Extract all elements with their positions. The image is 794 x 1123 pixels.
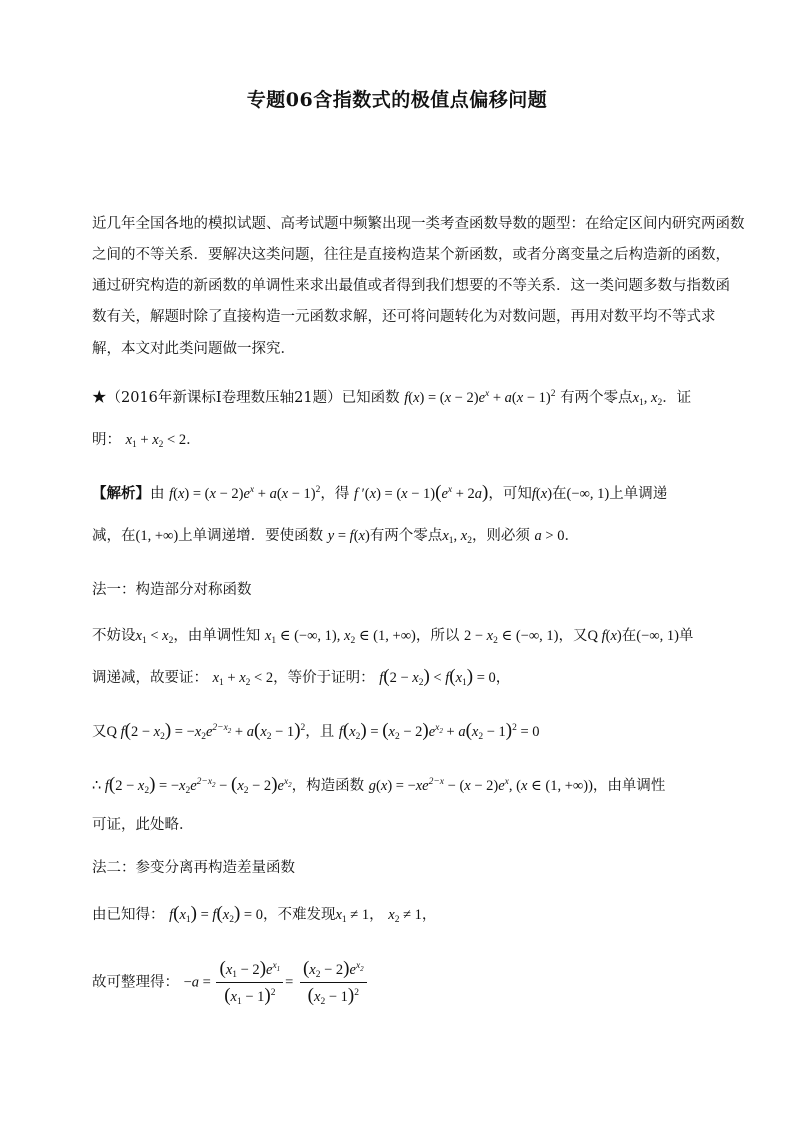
method1-heading: 法一：构造部分对称函数 [92, 582, 252, 598]
analysis-label: 【解析】 [92, 485, 150, 502]
fraction-x2: $\frac{(x_2 - 2)e^{x_2}}{(x_2 - 1)^2}$ [300, 958, 367, 1007]
intro-line-5: 解，本文对此类问题做一探究． [92, 341, 295, 357]
analysis-text: 由 [150, 486, 165, 502]
analysis-text: 减，在 [92, 528, 136, 544]
fraction-x1: $\frac{(x_1 - 2)e^{x_1}}{(x_1 - 1)^2}$ [216, 958, 283, 1007]
problem-text: 已知函数 [341, 390, 400, 406]
formula-f-def: f [404, 390, 409, 406]
problem-source: （2016年新课标I卷理数压轴21题） [106, 390, 342, 406]
analysis-text: ，可知 [488, 486, 532, 502]
analysis-line-2: 减，在(1, +∞)上单调递增．要使函数 y = f(x)有两个零点$x_1$, $x_2$，则必须 a > 0． [92, 528, 579, 546]
method1-text: ，构造函数 [291, 778, 365, 794]
analysis-text: 在 [552, 486, 567, 502]
method1-line-2: 调递减，故要证： $x_1 + x_2 < 2$，等价于证明： $f(2 - x_2) < f(x_1) = 0$， [92, 666, 511, 688]
analysis-text: ，则必须 [471, 528, 530, 544]
method1-text: ，等价于证明： [273, 670, 375, 686]
method1-text: 在 [621, 628, 637, 644]
intro-line-3: 通过研究构造的新函数的单调性来求出最值或者得到我们想要的不等关系．这一类问题多数与指数函 [92, 278, 730, 294]
analysis-text: 有两个零点 [369, 528, 443, 544]
method1-line-1: 不妨设$x_1 < x_2$，由单调性知 $x_1$ ∈ (−∞, 1), $x_2$ ∈ (1, +∞)，所以 $2 - x_2$ ∈ (−∞, 1)，又Q f(x)在(−∞, 1)单 [92, 628, 694, 646]
method1-text: ，由单调性 [592, 778, 666, 794]
method1-text: ，由单调性知 [173, 628, 261, 644]
intro-line-4: 数有关，解题时除了直接构造一元函数求解，还可将问题转化为对数问题，再用对数平均不等式求 [92, 309, 716, 325]
analysis-text: 上单调递增．要使函数 [178, 528, 324, 544]
method1-line-5: 可证，此处略． [92, 817, 194, 833]
method1-line-4: ∴ $f(2 - x_2) = -x_2e^{2-x_2} - (x_2 - 2)e^{x_2}$，构造函数 $g(x) = -xe^{2-x} - (x - 2)e^x$, (x ∈ (1, +∞))，由单调性 [92, 774, 666, 796]
analysis-text: ，得 [320, 486, 350, 502]
analysis-text: ． [564, 528, 579, 544]
method2-line-1: 由已知得： $f(x_1) = f(x_2) = 0$，不难发现$x_1 \ne 1$， $x_2 \ne 1$， [92, 903, 437, 925]
method2-text: 由已知得： [92, 907, 165, 923]
intro-line-2: 之间的不等关系．要解决这类问题，往往是直接构造某个新函数，或者分离变量之后构造新的函数， [92, 247, 730, 263]
method2-line-2: 故可整理得： −a = $\frac{(x_1 - 2)e^{x_1}}{(x_1 - 1)^2}$ = $\frac{(x_2 - 2)e^{x_2}}{(x_2 - 1)^2}$ [92, 958, 369, 1007]
method1-text: 又 [92, 724, 107, 740]
method2-text: 故可整理得： [92, 974, 179, 991]
page-title: 专题06含指数式的极值点偏移问题 [246, 89, 548, 111]
problem-text: ．证 [662, 390, 692, 406]
method1-line-3: 又Q $f(2 - x_2) = -x_2e^{2-x_2} + a(x_2 - 1)^2$，且 $f(x_2) = (x_2 - 2)e^{x_2} + a(x_2 - 1)^2 = 0$ [92, 720, 540, 742]
intro-line-1: 近几年全国各地的模拟试题、高考试题中频繁出现一类考查函数导数的题型：在给定区间内研究两函数 [92, 216, 745, 232]
method1-text: ，且 [305, 724, 335, 740]
star-icon: ★ [92, 390, 107, 406]
method1-text: 调递减，故要证： [92, 670, 208, 686]
problem-text: ． [186, 432, 201, 448]
method2-text: ， [369, 907, 384, 923]
method1-text: ，所以 [415, 628, 460, 644]
method2-heading: 法二：参变分离再构造差量函数 [92, 860, 295, 876]
problem-text: 明： [92, 432, 121, 448]
method1-text: 单 [678, 628, 694, 644]
method1-text: 不妨设 [92, 628, 136, 644]
analysis-text: 上单调递 [609, 486, 668, 502]
method2-text: ，不难发现 [262, 907, 336, 923]
method1-text: ，又 [558, 628, 588, 644]
analysis-line-1: 【解析】由 $f(x) = (x - 2)e^x + a(x - 1)^2$，得 f $'(x) = (x - 1)(e^x + 2a)$，可知f(x)在(−∞, 1)上单调递 [92, 482, 668, 503]
problem-line-2: 明： $x_1 + x_2 < 2$． [92, 432, 201, 450]
method2-text: ， [421, 907, 437, 923]
problem-line-1: ★（2016年新课标I卷理数压轴21题）已知函数 $f(x) = (x - 2)e^x + a(x - 1)^2$ 有两个零点$x_1$, $x_2$．证 [92, 389, 692, 408]
problem-text: 有两个零点 [560, 390, 633, 406]
